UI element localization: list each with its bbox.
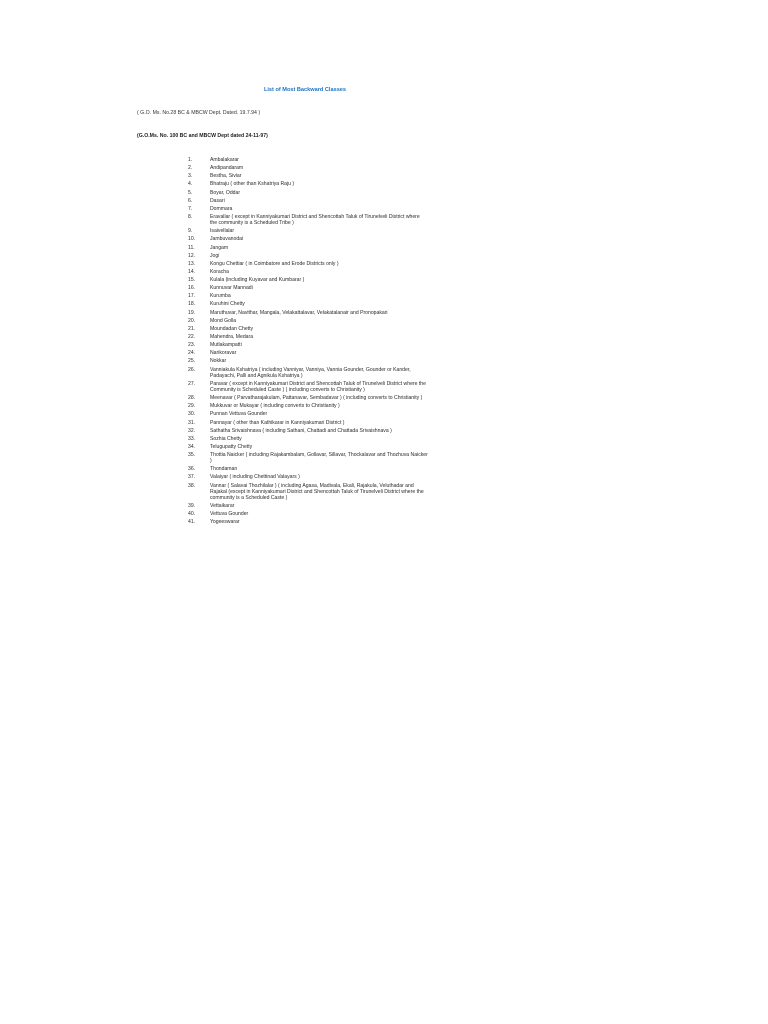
list-item-text: Mukkuvar or Mukayar ( including converts to Christianity ) <box>210 403 340 410</box>
list-item-number: 15. <box>188 277 196 284</box>
list-item-number: 37. <box>188 474 196 481</box>
list-item <box>188 367 428 379</box>
list-item <box>188 245 428 251</box>
list-item <box>188 198 428 204</box>
list-item-number: 38. <box>188 482 196 489</box>
list-item-number: 32. <box>188 427 196 434</box>
list-item <box>188 190 428 196</box>
list-item <box>188 511 428 517</box>
list-item-number: 34. <box>188 443 196 450</box>
list-item <box>188 420 428 426</box>
list-item-text: Bhatraju ( other than Kshatriya Raju ) <box>210 181 295 188</box>
list-item-text: Meenavar ( Parvatharajakulam, Pattanavar, Sembadavar ) ( including converts to Christianity ) <box>210 395 423 402</box>
list-item <box>188 301 428 307</box>
list-item-text: Sozhia Chetty <box>210 435 242 442</box>
list-item-number: 31. <box>188 419 196 426</box>
list-item-number: 24. <box>188 350 196 357</box>
list-item-number: 9. <box>188 228 193 235</box>
list-item <box>188 236 428 242</box>
list-item <box>188 181 428 187</box>
list-item <box>188 253 428 259</box>
list-item-number: 39. <box>188 502 196 509</box>
list-item-number: 4. <box>188 181 193 188</box>
list-item-number: 18. <box>188 301 196 308</box>
list-item-number: 12. <box>188 252 196 259</box>
list-item-number: 14. <box>188 268 196 275</box>
list-item-text: Maruthuvar, Navithar, Mangala, Velakattalavar, Velakatalanair and Pronopakari <box>210 309 388 316</box>
list-item-number: 10. <box>188 236 196 243</box>
list-item-number: 41. <box>188 519 196 526</box>
list-item-number: 26. <box>188 366 196 373</box>
list-item-text: Kunnuvar Mannadi <box>210 285 253 292</box>
list-item-text: Jogi <box>210 252 220 259</box>
list-item <box>188 310 428 316</box>
list-item <box>188 358 428 364</box>
list-item-text: Nokkar <box>210 358 227 365</box>
list-item-text: Bestha, Siviar <box>210 173 242 180</box>
list-item-text: Andipandaram <box>210 165 244 172</box>
list-item-text: Vannar ( Salavai Thozhilalar ) ( including Agasa, Madivala, Ekali, Rajakula, Veluthadar and Rajakal (except in Kanniyakumari District and Shencottah Taluk of Tirunelveli District where the community is a Scheduled Caste ) <box>210 482 424 501</box>
list-item <box>188 165 428 171</box>
list-item-number: 33. <box>188 435 196 442</box>
list-item <box>188 483 428 501</box>
list-item <box>188 428 428 434</box>
list-item-number: 7. <box>188 205 193 212</box>
list-item <box>188 350 428 356</box>
list-item <box>188 157 428 163</box>
list-item-text: Mond Golla <box>210 317 237 324</box>
list-item-number: 11. <box>188 244 195 251</box>
list-item-text: Vanniakula Kshatriya ( including Vanniyar, Vanniya, Vannia Gounder, Gounder or Kander, Padayachi, Palli and Agnikula Kshatriya ) <box>210 366 411 379</box>
list-item <box>188 228 428 234</box>
list-item <box>188 285 428 291</box>
list-item <box>188 277 428 283</box>
list-item <box>188 261 428 267</box>
most-backward-classes-list <box>188 157 428 527</box>
list-item-number: 22. <box>188 334 196 341</box>
list-item-text: Sathatha Srivaishnava ( including Sathani, Chattadi and Chattada Srivaishnava ) <box>210 427 392 434</box>
list-item-text: Vettaikarar <box>210 502 235 509</box>
list-item-number: 28. <box>188 395 196 402</box>
list-item <box>188 444 428 450</box>
list-item-text: Jambuvanodai <box>210 236 244 243</box>
list-item-text: Moundadan Chetty <box>210 325 254 332</box>
list-item-number: 21. <box>188 325 196 332</box>
list-item-number: 16. <box>188 285 196 292</box>
list-item-text: Dommara <box>210 205 233 212</box>
list-item-text: Boyar, Oddar <box>210 189 241 196</box>
list-item-text: Yogeeswarar <box>210 519 240 526</box>
list-item-text: Narikoravar <box>210 350 237 357</box>
list-item <box>188 342 428 348</box>
list-item-text: Kulala (including Kuyavar and Kumbarar ) <box>210 277 305 284</box>
list-item-text: Vettuva Gounder <box>210 511 249 518</box>
list-item-number: 17. <box>188 293 196 300</box>
list-item-text: Jangam <box>210 244 229 251</box>
list-item-number: 23. <box>188 342 196 349</box>
list-item <box>188 269 428 275</box>
list-item <box>188 173 428 179</box>
list-item-number: 8. <box>188 213 193 220</box>
list-item-text: Mutlakampatti <box>210 342 242 349</box>
list-item <box>188 411 428 417</box>
page-title: List of Most Backward Classes <box>263 87 347 93</box>
list-item-number: 19. <box>188 309 196 316</box>
list-item-number: 5. <box>188 189 193 196</box>
list-item-number: 25. <box>188 358 196 365</box>
list-item <box>188 466 428 472</box>
list-item-text: Kurumba <box>210 293 231 300</box>
list-item <box>188 474 428 480</box>
list-item <box>188 326 428 332</box>
list-item-number: 6. <box>188 197 193 204</box>
list-item <box>188 334 428 340</box>
list-item-text: Punnan Vettuva Gounder <box>210 411 268 418</box>
list-item-text: Isaivellalar <box>210 228 235 235</box>
list-item-number: 35. <box>188 452 196 459</box>
list-item-text: Telugupatty Chetty <box>210 443 253 450</box>
list-item-number: 1. <box>188 157 193 163</box>
list-item-text: Pannayar ( other than Kathikarar in Kanniyakumari District ) <box>210 419 345 426</box>
list-item <box>188 519 428 525</box>
list-item <box>188 395 428 401</box>
list-item <box>188 381 428 393</box>
list-item-number: 13. <box>188 260 196 267</box>
list-item-text: Mahendra, Medara <box>210 334 254 341</box>
list-item-number: 27. <box>188 380 196 387</box>
list-item-text: Thottia Naicker ( including Rajakambalam, Gollavar, Sillavar, Thockalavar and Thozhuva Naicker ) <box>210 452 428 465</box>
list-item <box>188 503 428 509</box>
list-item-number: 40. <box>188 511 196 518</box>
list-item-text: Eravallar ( except in Kanniyakumari District and Shencottah Taluk of Tirunelveli District where the community is a Scheduled Tribe ) <box>210 213 420 227</box>
list-item-number: 3. <box>188 173 193 180</box>
list-item-text: Kongu Chettiar ( in Coimbatore and Erode Districts only ) <box>210 260 339 267</box>
list-item-number: 36. <box>188 466 196 473</box>
list-item <box>188 293 428 299</box>
list-item-text: Kuruhini Chetty <box>210 301 245 308</box>
list-item <box>188 452 428 464</box>
list-item <box>188 318 428 324</box>
list-item-text: Valaiyar ( including Chettinad Valayars ) <box>210 474 300 481</box>
go-reference-1: ( G.O. Ms. No.28 BC & MBCW Dept. Dated. 19.7.94 ) <box>137 110 261 116</box>
list-item <box>188 403 428 409</box>
list-item-number: 29. <box>188 403 196 410</box>
list-item <box>188 214 428 226</box>
list-item-text: Koracha <box>210 268 229 275</box>
go-reference-2: (G.O.Ms. No. 100 BC and MBCW Dept dated 24-11-97) <box>137 133 268 139</box>
list-item-number: 30. <box>188 411 196 418</box>
list-item-text: Thondaman <box>210 466 238 473</box>
list-item <box>188 436 428 442</box>
list-item-number: 20. <box>188 317 196 324</box>
list-item-text: Ambalakarar <box>210 157 239 163</box>
list-item-text: Paravar ( except in Kanniyakumari District and Shencottah Taluk of Tirunelveli District where the Community is Scheduled Caste ) ( including converts to Christianity ) <box>210 380 426 393</box>
list-item <box>188 206 428 212</box>
list-item-number: 2. <box>188 165 193 172</box>
list-item-text: Dasari <box>210 197 225 204</box>
